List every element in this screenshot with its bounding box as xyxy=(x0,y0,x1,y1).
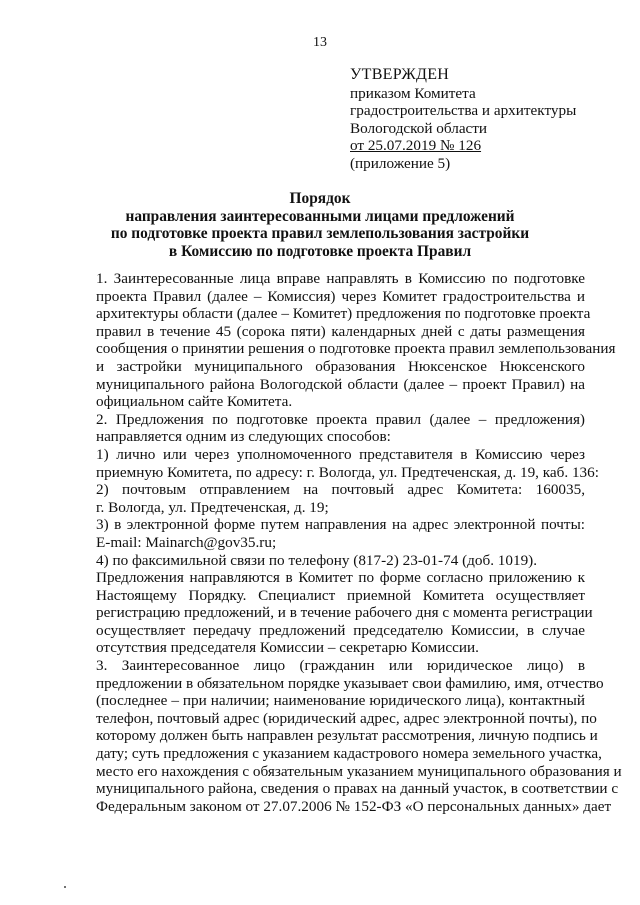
approval-line: градостроительства и архитектуры xyxy=(350,102,577,120)
paragraph-line: телефон, почтовый адрес (юридический адрес, адрес электронной почты), по xyxy=(96,709,597,727)
paragraph-line: (последнее – при наличии; наименование юридического лица), контактный xyxy=(96,692,585,710)
paragraph-line: 3) в электронной форме путем направления на адрес электронной почты: xyxy=(96,516,585,534)
paragraph-line: проекта Правил (далее – Комиссия) через Комитет градостроительства и xyxy=(96,287,585,305)
paragraph-line: 2. Предложения по подготовке проекта правил (далее – предложения) xyxy=(96,410,585,428)
paragraph-line: и застройки муниципального образования Нюксенское Нюксенского xyxy=(96,357,585,375)
paragraph-line: муниципального района, сведения о правах на данный участок, в соответствии с xyxy=(96,780,619,798)
document-body xyxy=(59,270,622,815)
paragraph-line: место его нахождения с обязательным указанием муниципального образования и xyxy=(96,762,622,780)
paragraph xyxy=(59,445,599,481)
paragraph-line: правил в течение 45 (сорока пяти) календарных дней с даты размещения xyxy=(96,322,585,340)
scan-dot xyxy=(64,886,66,888)
paragraph-line: регистрацию предложений, и в течение рабочего дня с момента регистрации xyxy=(96,604,593,622)
paragraph xyxy=(59,552,585,570)
title-line: направления заинтересованными лицами предложений xyxy=(125,207,515,225)
paragraph-line: г. Вологда, ул. Предтеченская, д. 19; xyxy=(96,498,329,516)
paragraph-line: направляется одним из следующих способов: xyxy=(96,428,391,446)
paragraph xyxy=(59,481,585,516)
paragraph-line: 4) по факсимильной связи по телефону (817-2) 23-01-74 (доб. 1019). xyxy=(96,551,538,569)
title-line: Порядок xyxy=(289,190,351,207)
paragraph-line: 1. Заинтересованные лица вправе направлять в Комиссию по подготовке xyxy=(96,270,585,287)
paragraph-line: E-mail: Mainarch@gov35.ru; xyxy=(96,533,277,551)
title-line: в Комиссию по подготовке проекта Правил xyxy=(168,242,472,260)
paragraph-line: Федеральным законом от 27.07.2006 № 152-ФЗ «О персональных данных» дает xyxy=(96,797,612,815)
paragraph-line: официальном сайте Комитета. xyxy=(96,393,293,411)
document-title xyxy=(0,190,640,260)
title-line: по подготовке проекта правил землепользования застройки xyxy=(110,225,530,243)
paragraph-line: сообщения о принятии решения о подготовке проекта правил землепользования xyxy=(96,340,616,358)
paragraph-line: осуществляет передачу предложений председателю Комиссии, в случае xyxy=(96,621,585,639)
paragraph-line: архитектуры области (далее – Комитет) предложения по подготовке проекта xyxy=(96,305,591,323)
paragraph-line: Настоящему Порядку. Специалист приемной Комитета осуществляет xyxy=(96,586,585,604)
paragraph-line: предложении в обязательном порядке указывает свои фамилию, имя, отчество xyxy=(96,674,604,692)
paragraph-line: которому должен быть направлен результат рассмотрения, личную подпись и xyxy=(96,727,598,745)
paragraph-line: 2) почтовым отправлением на почтовый адрес Комитета: 160035, xyxy=(96,481,585,499)
approval-appendix: (приложение 5) xyxy=(350,154,451,172)
paragraph-line: отсутствия председателя Комиссии – секретарю Комиссии. xyxy=(96,639,479,657)
approval-date: от 25.07.2019 № 126 xyxy=(350,137,482,155)
approval-line: приказом Комитета xyxy=(350,84,476,102)
paragraph xyxy=(59,270,616,411)
paragraph-line: приемную Комитета, по адресу: г. Вологда, ул. Предтеченская, д. 19, каб. 136: xyxy=(96,463,599,481)
paragraph-line: 1) лично или через уполномоченного представителя в Комиссию через xyxy=(96,445,585,463)
paragraph xyxy=(59,516,585,551)
approval-line: Вологодской области xyxy=(350,119,488,137)
paragraph-line: 3. Заинтересованное лицо (гражданин или юридическое лицо) в xyxy=(96,657,585,675)
paragraph-line: дату; суть предложения с указанием кадастрового номера земельного участка, xyxy=(96,745,602,763)
paragraph xyxy=(59,411,585,446)
paragraph-line: Предложения направляются в Комитет по форме согласно приложению к xyxy=(96,569,585,587)
paragraph xyxy=(59,657,622,815)
page-number: 13 xyxy=(313,35,327,50)
approval-title: УТВЕРЖДЕН xyxy=(350,66,450,83)
paragraph-line: муниципального района Вологодской области (далее – проект Правил) на xyxy=(96,375,585,393)
paragraph xyxy=(59,569,593,657)
approval-block xyxy=(350,66,620,173)
